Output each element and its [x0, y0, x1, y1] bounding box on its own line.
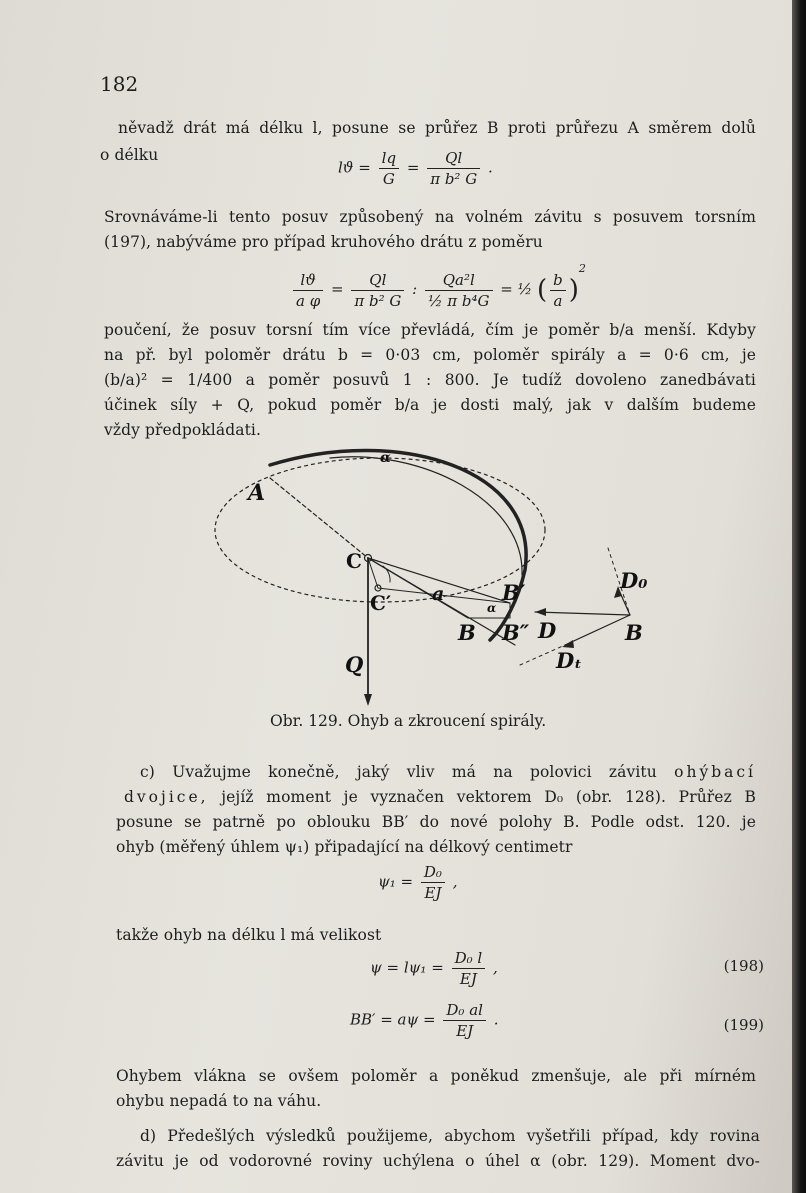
eq2-fraction-4: $\frac{b}{a}$ — [550, 270, 566, 311]
equation-198: ψ = lψ₁ = $\frac{\text{D₀ l}}{EJ}$ , — [370, 949, 498, 988]
para1-line2: o délku — [100, 146, 159, 164]
label-A: A — [248, 480, 266, 506]
para6-line2: ohybu nepadá to na váhu. — [116, 1092, 322, 1110]
figure-caption: Obr. 129. Ohyb a zkroucení spirály. — [270, 712, 547, 730]
eq2-fraction-1: $\frac{lϑ}{\text{a φ}}$ — [293, 270, 323, 311]
para1-line1: něvadž drát má délku l, posune se průřez B proti průřezu A směrem dolů — [118, 119, 756, 137]
para2-line2: (197), nabýváme pro případ kruhového drátu z poměru — [104, 233, 543, 251]
para4-line2: dvojice, jejíž moment je vyznačen vektorem D₀ (obr. 128). Průřez B — [124, 788, 756, 806]
equation-199: BB′ = aψ = $\frac{\text{D₀ al}}{EJ}$ . — [350, 1001, 499, 1040]
eq2-fraction-3: $\frac{\text{Qa²l}}{\text{½ π b⁴G}}$ — [425, 270, 493, 311]
label-D0: D₀ — [620, 568, 648, 593]
equation-2: $\frac{lϑ}{\text{a φ}}$ = $\frac{Ql}{\text{π b² G}}$ : $\frac{\text{Qa²l}}{\text{½ π b⁴G}}$ = ½ ( $\frac{b}{a}$ )$^2$ — [290, 262, 586, 311]
page-edge-shadow — [792, 0, 806, 1193]
eq5-fraction: $\frac{\text{D₀ al}}{EJ}$ — [443, 1000, 486, 1041]
line-B-Dt — [565, 615, 630, 645]
dashed-line-A-C — [270, 478, 368, 558]
vector-Q-arrowhead — [364, 694, 372, 706]
para4-line4: ohyb (měřený úhlem ψ₁) připadající na délkový centimetr — [116, 838, 573, 856]
para4-line1: c) Uvažujme konečně, jaký vliv má na polovici závitu ohýbací — [140, 763, 757, 781]
label-B-right: B — [625, 620, 643, 645]
para7-line1: d) Předešlých výsledků použijeme, abychom vyšetřili případ, kdy rovina — [140, 1127, 760, 1145]
label-alpha-mid: α — [487, 601, 497, 615]
label-alpha-top: α — [380, 450, 391, 466]
eq4-fraction: $\frac{\text{D₀ l}}{EJ}$ — [452, 948, 486, 989]
label-B-prime: B′ — [502, 580, 526, 605]
page-number: 182 — [100, 72, 139, 96]
equation-3: ψ₁ = $\frac{\text{D₀}}{EJ}$ , — [378, 863, 458, 902]
label-C-prime: C′ — [370, 591, 392, 615]
para3-line2: na př. byl poloměr drátu b = 0·03 cm, poloměr spirály a = 0·6 cm, je — [104, 346, 756, 364]
figure-129-diagram — [200, 440, 670, 710]
para3-line3: (b/a)² = 1/400 a poměr posuvů 1 : 800. Je tudíž dovoleno zanedbávati — [104, 371, 756, 389]
label-B: B — [458, 620, 476, 645]
eq1-fraction-2: $\frac{Ql}{\text{π b² G}}$ — [427, 148, 480, 189]
eq3-fraction: $\frac{\text{D₀}}{EJ}$ — [421, 862, 445, 903]
label-C: C — [346, 549, 362, 573]
para3-line5: vždy předpokládati. — [104, 421, 261, 439]
eq2-fraction-2: $\frac{Ql}{\text{π b² G}}$ — [351, 270, 404, 311]
label-B-dprime: B″ — [502, 620, 530, 645]
vector-Dt-arrowhead — [562, 640, 574, 648]
equation-number-199: (199) — [723, 1016, 764, 1034]
para2-line1: Srovnáváme-li tento posuv způsobený na volném závitu s posuvem torsním — [104, 208, 756, 226]
vector-D-arrowhead — [535, 608, 546, 616]
para3-line4: účinek síly + Q, pokud poměr b/a je dosti malý, jak v dalším budeme — [104, 396, 756, 414]
line-D-B — [535, 612, 630, 615]
para7-line2: závitu je od vodorovné roviny uchýlena o úhel α (obr. 129). Moment dvo- — [116, 1152, 760, 1170]
label-Dt: Dₜ — [556, 648, 582, 673]
para3-line1: poučení, že posuv torsní tím více převládá, čím je poměr b/a menší. Kdyby — [104, 321, 756, 339]
para6-line1: Ohybem vlákna se ovšem poloměr a poněkud zmenšuje, ale při mírném — [116, 1067, 756, 1085]
label-D: D — [538, 618, 557, 643]
label-a: a — [432, 583, 445, 605]
eq1-lhs: lϑ = — [338, 158, 371, 177]
equation-1: lϑ = $\frac{lq}{G}$ = $\frac{Ql}{\text{π b² G}}$ . — [338, 149, 493, 188]
text-takze: takže ohyb na délku l má velikost — [116, 926, 382, 944]
eq1-fraction-1: $\frac{lq}{G}$ — [379, 148, 399, 189]
para4-line3: posune se patrně po oblouku BB′ do nové polohy B. Podle odst. 120. je — [116, 813, 756, 831]
label-Q: Q — [345, 652, 364, 677]
equation-number-198: (198) — [723, 957, 764, 975]
